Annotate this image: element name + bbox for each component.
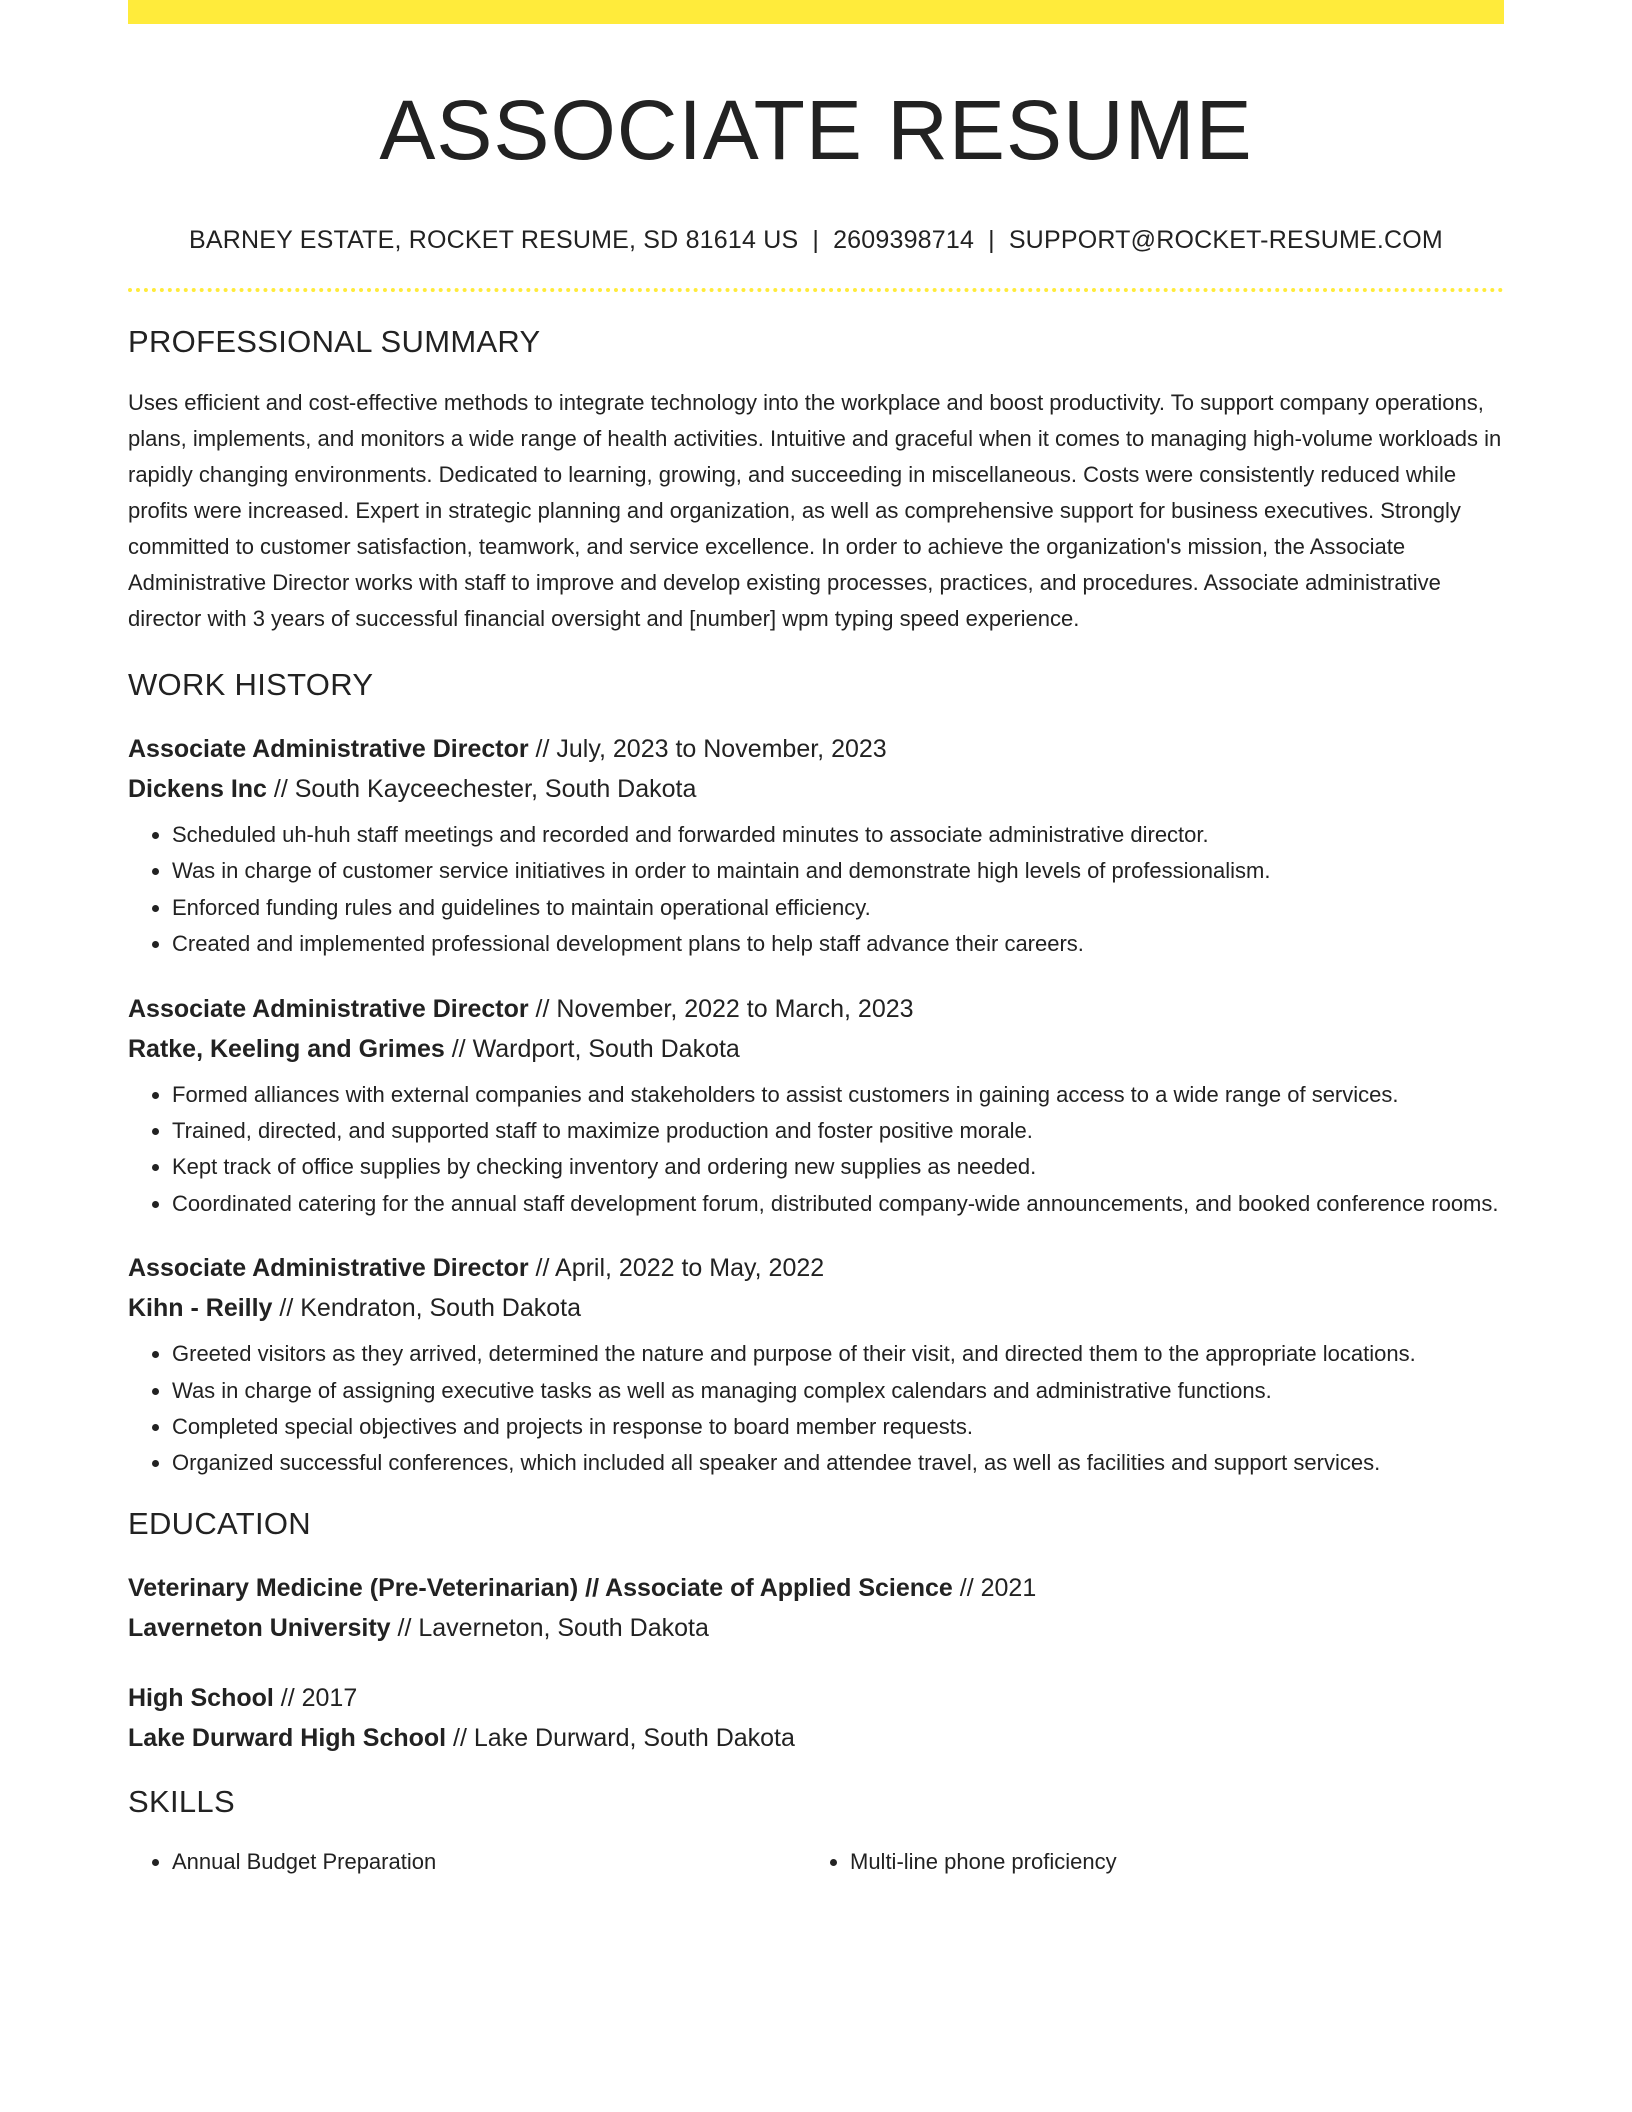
education-year: // 2017 bbox=[273, 1683, 358, 1712]
summary-heading: PROFESSIONAL SUMMARY bbox=[128, 324, 541, 359]
job-company: Ratke, Keeling and Grimes bbox=[128, 1034, 445, 1063]
skill-item: • Annual Budget Preparation bbox=[172, 1844, 806, 1880]
job-company: Kihn - Reilly bbox=[128, 1294, 273, 1323]
education-year: // 2021 bbox=[952, 1573, 1037, 1602]
job-company: Dickens Inc bbox=[128, 775, 267, 803]
job-entry bbox=[128, 729, 1504, 963]
contact-line bbox=[128, 224, 1504, 256]
education-degree-line bbox=[128, 1568, 1504, 1608]
job-bullet: • Coordinated catering for the annual staff development forum, distributed company-wide announcements, and booked conference rooms. bbox=[172, 1186, 1504, 1222]
education-school-line bbox=[128, 1718, 1504, 1758]
job-title-line bbox=[128, 729, 1504, 769]
job-bullet: • Greeted visitors as they arrived, determined the nature and purpose of their visit, and directed them to the appropriate locations. bbox=[172, 1336, 1504, 1372]
job-bullet: • Organized successful conferences, which included all speaker and attendee travel, as well as facilities and support services. bbox=[172, 1445, 1504, 1481]
contact-address: BARNEY ESTATE, ROCKET RESUME, SD 81614 US bbox=[189, 226, 799, 254]
skills-section bbox=[128, 1782, 1504, 1880]
contact-phone: 2609398714 bbox=[833, 226, 975, 254]
work-history-heading: WORK HISTORY bbox=[128, 667, 374, 702]
job-bullet: • Formed alliances with external companies and stakeholders to assist customers in gaining access to a wide range of services. bbox=[172, 1077, 1504, 1113]
resume-content bbox=[128, 0, 1504, 1880]
job-bullets bbox=[128, 817, 1504, 963]
job-bullets bbox=[128, 1077, 1504, 1223]
job-company-line bbox=[128, 1029, 1504, 1069]
header-divider bbox=[128, 288, 1504, 292]
contact-separator: | bbox=[812, 226, 820, 254]
education-location: // Laverneton, South Dakota bbox=[390, 1613, 709, 1642]
job-dates: // July, 2023 to November, 2023 bbox=[528, 735, 887, 763]
job-location: // Kendraton, South Dakota bbox=[272, 1294, 582, 1323]
job-bullet: • Created and implemented professional development plans to help staff advance their careers. bbox=[172, 926, 1504, 962]
skills-heading: SKILLS bbox=[128, 1783, 235, 1819]
skills-column-left bbox=[128, 1844, 806, 1880]
contact-separator: | bbox=[988, 226, 995, 254]
job-entry bbox=[128, 989, 1504, 1223]
job-bullet: • Completed special objectives and projects in response to board member requests. bbox=[172, 1409, 1504, 1445]
education-entry bbox=[128, 1678, 1504, 1758]
education-school: Lake Durward High School bbox=[128, 1723, 447, 1752]
job-location: // South Kayceechester, South Dakota bbox=[266, 775, 697, 803]
education-heading: EDUCATION bbox=[128, 1505, 311, 1541]
education-school-line bbox=[128, 1608, 1504, 1648]
job-title: Associate Administrative Director bbox=[128, 1254, 529, 1283]
work-history-section bbox=[128, 665, 1504, 1482]
job-location: // Wardport, South Dakota bbox=[444, 1034, 740, 1063]
job-title: Associate Administrative Director bbox=[128, 735, 529, 763]
job-bullet: • Scheduled uh-huh staff meetings and recorded and forwarded minutes to associate administrative director. bbox=[172, 817, 1504, 853]
skills-grid bbox=[128, 1844, 1504, 1880]
job-title-line bbox=[128, 989, 1504, 1029]
job-bullet: • Enforced funding rules and guidelines to maintain operational efficiency. bbox=[172, 890, 1504, 926]
education-school: Laverneton University bbox=[128, 1613, 391, 1642]
job-title: Associate Administrative Director bbox=[128, 994, 529, 1023]
summary-section bbox=[128, 322, 1504, 637]
skill-item: • Multi-line phone proficiency bbox=[850, 1844, 1484, 1880]
job-bullet: • Was in charge of assigning executive tasks as well as managing complex calendars and administrative functions. bbox=[172, 1373, 1504, 1409]
summary-text: Uses efficient and cost-effective methods to integrate technology into the workplace and boost productivity. To support company operations, plans, implements, and monitors a wide range of health activities. Intuitive and graceful when it comes to managing high-volume workloads in rapidly changing environments. Dedicated to learning, growing, and succeeding in miscellaneous. Costs were consistently reduced while profits were increased. Expert in strategic planning and organization, as well as comprehensive support for business executives. Strongly committed to customer satisfaction, teamwork, and service excellence. In order to achieve the organization's mission, the Associate Administrative Director works with staff to improve and develop existing processes, practices, and procedures. Associate administrative director with 3 years of successful financial oversight and [number] wpm typing speed experience. bbox=[128, 390, 1502, 631]
job-title-line bbox=[128, 1248, 1504, 1288]
job-dates: // April, 2022 to May, 2022 bbox=[528, 1254, 825, 1283]
job-bullet: • Kept track of office supplies by checking inventory and ordering new supplies as needed. bbox=[172, 1149, 1504, 1185]
job-bullet: • Was in charge of customer service initiatives in order to maintain and demonstrate high levels of professionalism. bbox=[172, 853, 1504, 889]
education-section bbox=[128, 1504, 1504, 1758]
skills-column-right bbox=[806, 1844, 1484, 1880]
education-entry bbox=[128, 1568, 1504, 1648]
contact-email: SUPPORT@ROCKET-RESUME.COM bbox=[1008, 226, 1443, 254]
job-entry bbox=[128, 1248, 1504, 1482]
education-degree: High School bbox=[128, 1683, 274, 1712]
job-dates: // November, 2022 to March, 2023 bbox=[528, 994, 914, 1023]
job-company-line bbox=[128, 769, 1504, 809]
education-degree: Veterinary Medicine (Pre-Veterinarian) // Associate of Applied Science bbox=[128, 1573, 953, 1602]
job-bullet: • Trained, directed, and supported staff to maximize production and foster positive morale. bbox=[172, 1113, 1504, 1149]
job-bullets bbox=[128, 1336, 1504, 1482]
job-company-line bbox=[128, 1288, 1504, 1328]
page-title: ASSOCIATE RESUME bbox=[379, 83, 1253, 177]
education-degree-line bbox=[128, 1678, 1504, 1718]
education-location: // Lake Durward, South Dakota bbox=[446, 1723, 795, 1752]
